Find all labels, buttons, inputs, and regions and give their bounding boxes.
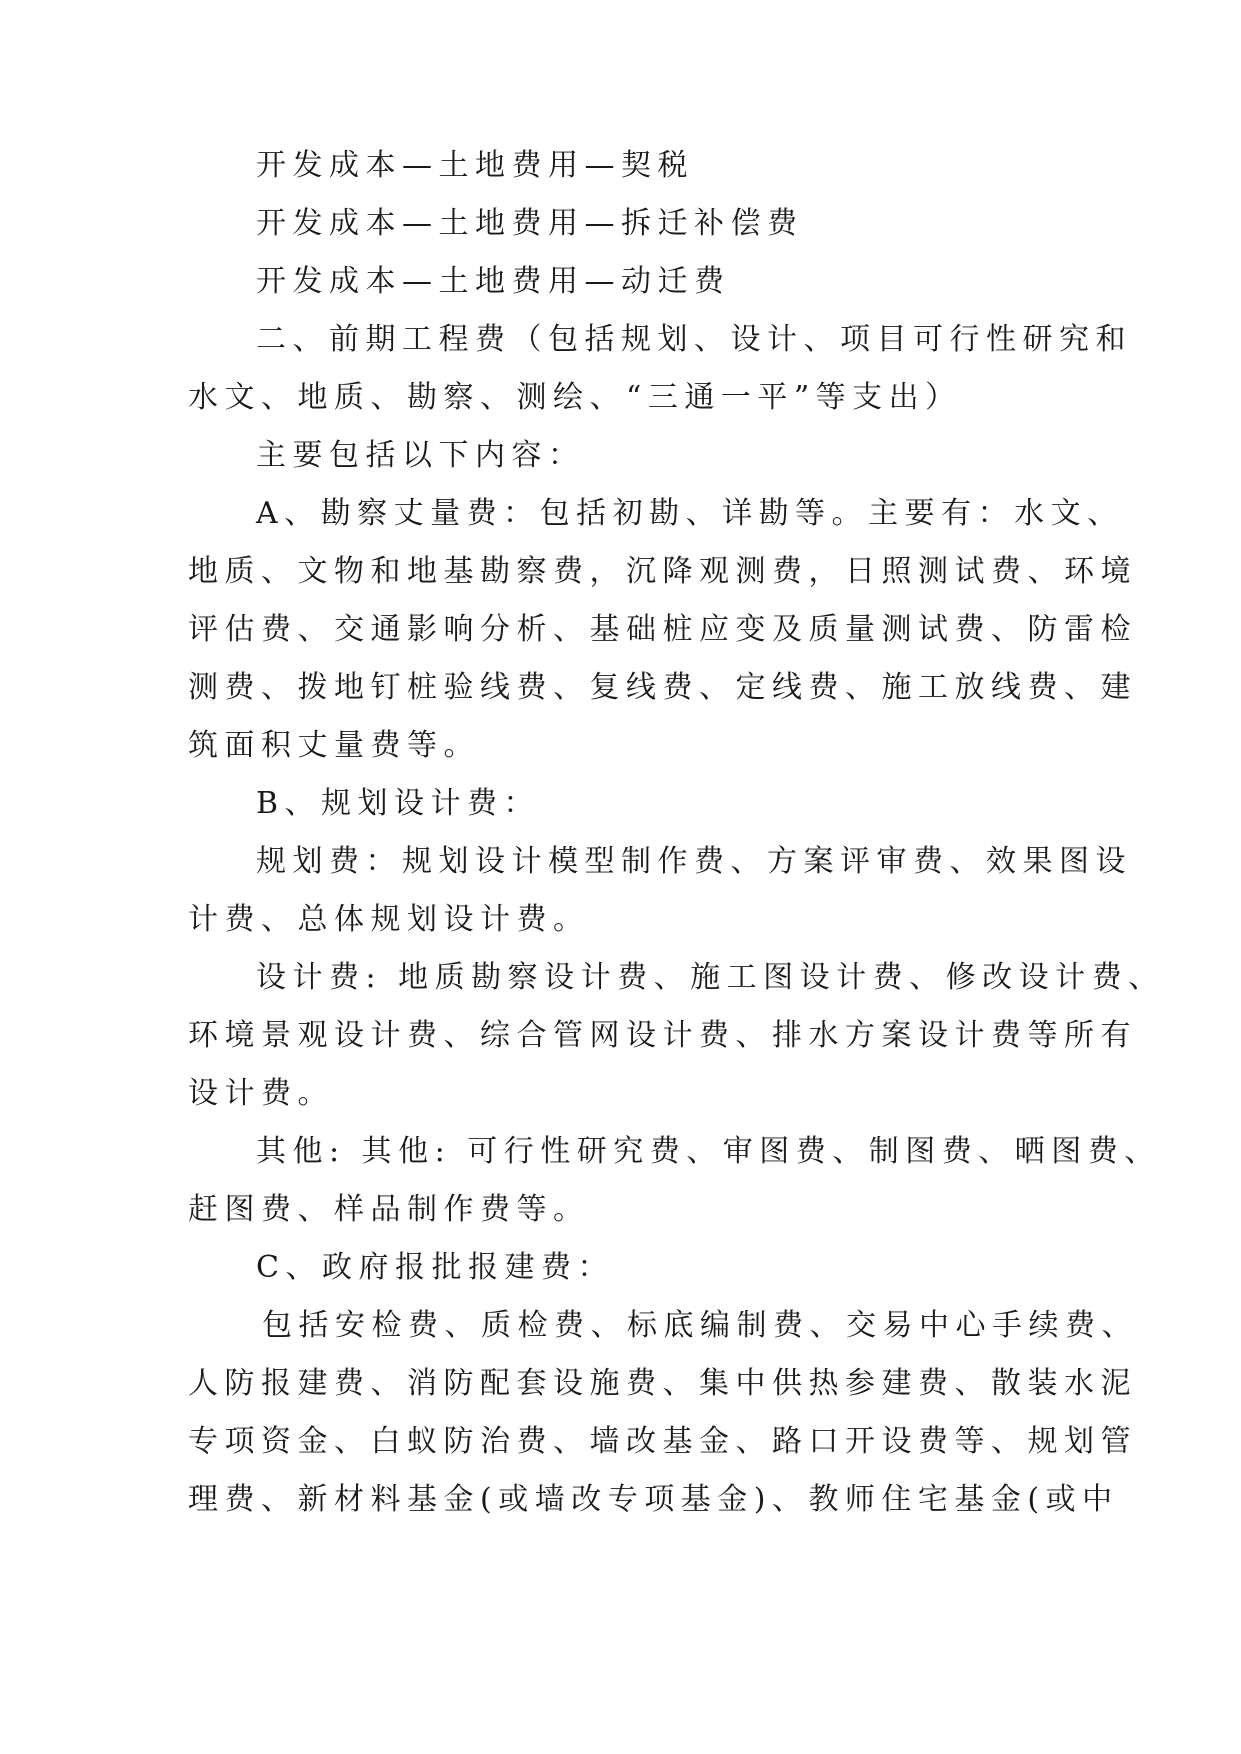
subsection-heading: A、勘察丈量费：包括初勘、详勘等。主要有：水文、 bbox=[256, 496, 1124, 531]
text-line: 设计费: 地质勘察设计费、施工图设计费、修改设计费、 bbox=[256, 960, 1165, 995]
text-line: 筑面积丈量费等。 bbox=[188, 728, 480, 763]
text-line: 测费、拨地钉桩验线费、复线费、定线费、施工放线费、建 bbox=[188, 670, 1137, 705]
subsection-heading: B、规划设计费： bbox=[256, 786, 541, 821]
text-line: 其他: 其他: 可行性研究费、审图费、制图费、晒图费、 bbox=[256, 1134, 1161, 1169]
text-line: 赶图费、样品制作费等。 bbox=[188, 1192, 590, 1227]
text-line: 主要包括以下内容： bbox=[256, 438, 585, 473]
text-line: 环境景观设计费、综合管网设计费、排水方案设计费等所有 bbox=[188, 1018, 1137, 1053]
text-line: 计费、总体规划设计费。 bbox=[188, 902, 590, 937]
text-line: 评估费、交通影响分析、基础桩应变及质量测试费、防雷检 bbox=[188, 612, 1137, 647]
text-line: 开发成本—土地费用—契税 bbox=[256, 148, 694, 183]
text-line: 理费、新材料基金(或墙改专项基金)、教师住宅基金(或中 bbox=[188, 1482, 1119, 1517]
text-line: 开发成本—土地费用—动迁费 bbox=[256, 264, 731, 299]
text-line: 专项资金、白蚁防治费、墙改基金、路口开设费等、规划管 bbox=[188, 1424, 1137, 1459]
text-line: 开发成本—土地费用—拆迁补偿费 bbox=[256, 206, 804, 241]
subsection-heading: C、政府报批报建费： bbox=[256, 1250, 614, 1285]
text-line: 包括安检费、质检费、标底编制费、交易中心手续费、 bbox=[262, 1308, 1138, 1343]
text-line: 规划费：规划设计模型制作费、方案评审费、效果图设 bbox=[256, 844, 1132, 879]
text-line: 地质、文物和地基勘察费，沉降观测费，日照测试费、环境 bbox=[188, 554, 1137, 589]
text-line: 水文、地质、勘察、测绘、“三通一平”等支出） bbox=[188, 380, 962, 415]
text-line: 人防报建费、消防配套设施费、集中供热参建费、散装水泥 bbox=[188, 1366, 1137, 1401]
section-heading: 二、前期工程费（包括规划、设计、项目可行性研究和 bbox=[256, 322, 1132, 357]
text-line: 设计费。 bbox=[188, 1076, 334, 1111]
